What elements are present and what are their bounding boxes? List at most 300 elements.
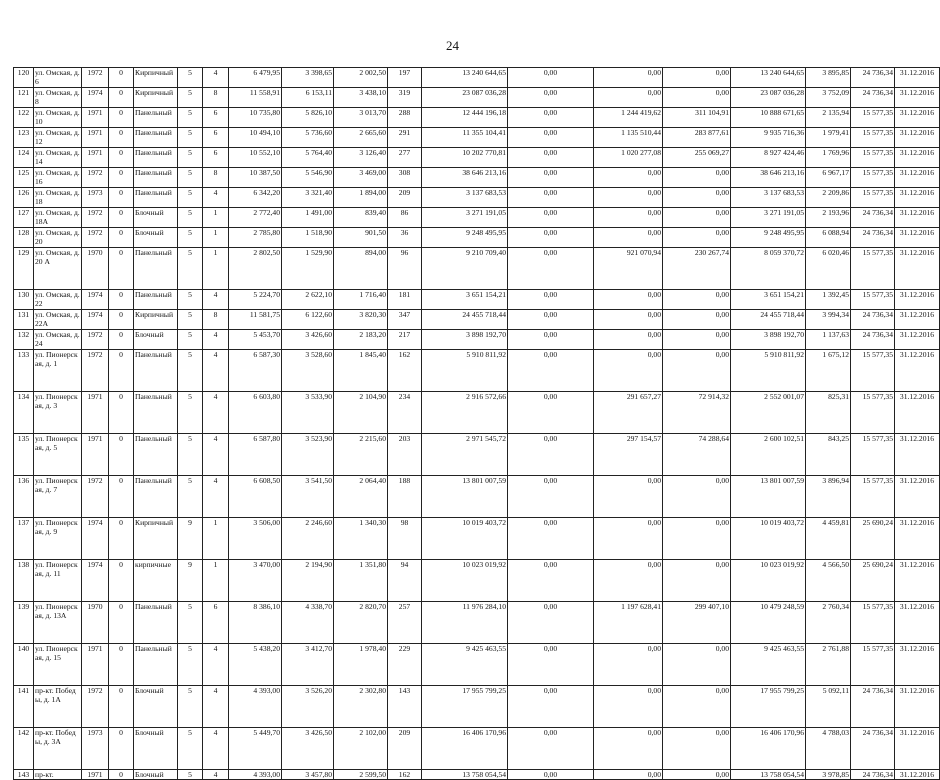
total-area-cell: 2 802,50 [229, 248, 282, 290]
deadline-date-cell: 31.12.2016 [895, 350, 940, 392]
cost-per-sqm-cell: 2 761,88 [806, 644, 851, 686]
floors-count-cell: 5 [178, 68, 203, 88]
total-area-cell: 10 494,10 [229, 128, 282, 148]
max-cost-per-sqm-cell: 25 690,24 [851, 518, 895, 560]
decommission-year-cell: 0 [109, 728, 134, 770]
local-budget-amount-cell: 0,00 [663, 770, 731, 780]
residential-area-cell: 3 526,20 [282, 686, 334, 728]
table-row [14, 108, 940, 128]
build-year-cell: 1972 [82, 686, 109, 728]
deadline-date-cell: 31.12.2016 [895, 434, 940, 476]
total-area-cell: 10 552,10 [229, 148, 282, 168]
cost-per-sqm-cell: 1 137,63 [806, 330, 851, 350]
address-cell: пр-кт. Победы, д. 3А [34, 728, 82, 770]
local-budget-amount-cell: 0,00 [663, 88, 731, 108]
floors-count-cell: 5 [178, 248, 203, 290]
deadline-date-cell: 31.12.2016 [895, 88, 940, 108]
regional-budget-amount-cell: 921 070,94 [594, 248, 663, 290]
entrances-count-cell: 4 [203, 188, 229, 208]
deadline-date-cell: 31.12.2016 [895, 168, 940, 188]
decommission-year-cell: 0 [109, 310, 134, 330]
max-cost-per-sqm-cell: 24 736,34 [851, 330, 895, 350]
owners-funds-amount-cell: 10 023 019,92 [731, 560, 806, 602]
row-number-cell: 141 [14, 686, 34, 728]
wall-material-cell: Панельный [134, 350, 178, 392]
deadline-date-cell: 31.12.2016 [895, 518, 940, 560]
address-cell: ул. Омская, д. 6 [35, 68, 80, 86]
total-cost-cell: 2 916 572,66 [422, 392, 508, 434]
fund-support-amount-cell: 0,00 [508, 330, 594, 350]
owners-funds-amount-cell: 8 927 424,46 [731, 148, 806, 168]
address-cell: ул. Пионерская, д. 3 [34, 392, 82, 434]
residents-count-cell: 291 [388, 128, 422, 148]
residential-area-cell: 3 412,70 [282, 644, 334, 686]
entrances-count-cell: 4 [203, 350, 229, 392]
floors-count-cell: 5 [178, 188, 203, 208]
table-row [14, 208, 940, 228]
total-area-cell: 5 453,70 [229, 330, 282, 350]
cost-per-sqm-cell: 2 135,94 [806, 108, 851, 128]
max-cost-per-sqm-cell: 24 736,34 [851, 686, 895, 728]
total-area-cell: 5 438,20 [229, 644, 282, 686]
decommission-year-cell: 0 [109, 350, 134, 392]
build-year-cell: 1971 [82, 128, 109, 148]
cost-per-sqm-cell: 6 020,46 [806, 248, 851, 290]
build-year-cell: 1971 [82, 770, 109, 780]
fund-support-amount-cell: 0,00 [508, 168, 594, 188]
table-row [14, 248, 940, 290]
entrances-count-cell: 4 [203, 392, 229, 434]
local-budget-amount-cell: 0,00 [663, 728, 731, 770]
regional-budget-amount-cell: 0,00 [594, 770, 663, 780]
table-row [14, 148, 940, 168]
row-number-cell: 140 [14, 644, 34, 686]
build-year-cell: 1971 [82, 392, 109, 434]
total-area-cell: 11 581,75 [229, 310, 282, 330]
municipal-area-cell: 3 438,10 [334, 88, 388, 108]
decommission-year-cell: 0 [109, 476, 134, 518]
residential-area-cell: 2 246,60 [282, 518, 334, 560]
regional-budget-amount-cell: 291 657,27 [594, 392, 663, 434]
cost-per-sqm-cell: 1 979,41 [806, 128, 851, 148]
floors-count-cell: 5 [178, 290, 203, 310]
cost-per-sqm-cell: 1 769,96 [806, 148, 851, 168]
owners-funds-amount-cell: 38 646 213,16 [731, 168, 806, 188]
table-row [14, 168, 940, 188]
cost-per-sqm-cell: 5 092,11 [806, 686, 851, 728]
fund-support-amount-cell: 0,00 [508, 248, 594, 290]
decommission-year-cell: 0 [109, 518, 134, 560]
table-row [14, 602, 940, 644]
row-number-cell: 125 [14, 168, 34, 188]
municipal-area-cell: 2 064,40 [334, 476, 388, 518]
fund-support-amount-cell: 0,00 [508, 350, 594, 392]
build-year-cell: 1972 [82, 228, 109, 248]
decommission-year-cell: 0 [109, 290, 134, 310]
total-cost-cell: 17 955 799,25 [422, 686, 508, 728]
total-cost-cell: 13 801 007,59 [422, 476, 508, 518]
deadline-date-cell: 31.12.2016 [895, 310, 940, 330]
municipal-area-cell: 901,50 [334, 228, 388, 248]
entrances-count-cell: 4 [203, 434, 229, 476]
fund-support-amount-cell: 0,00 [508, 770, 594, 780]
row-number-cell: 135 [14, 434, 34, 476]
floors-count-cell: 5 [178, 310, 203, 330]
fund-support-amount-cell: 0,00 [508, 128, 594, 148]
decommission-year-cell: 0 [109, 560, 134, 602]
residential-area-cell: 4 338,70 [282, 602, 334, 644]
table-row [14, 518, 940, 560]
regional-budget-amount-cell: 0,00 [594, 518, 663, 560]
fund-support-amount-cell: 0,00 [508, 392, 594, 434]
row-number-cell: 132 [14, 330, 34, 350]
wall-material-cell: Кирпичный [134, 68, 178, 88]
regional-budget-amount-cell: 1 135 510,44 [594, 128, 663, 148]
municipal-area-cell: 1 845,40 [334, 350, 388, 392]
residential-area-cell: 6 153,11 [282, 88, 334, 108]
regional-budget-amount-cell: 297 154,57 [594, 434, 663, 476]
row-number-cell: 129 [14, 248, 34, 290]
local-budget-amount-cell: 0,00 [663, 330, 731, 350]
floors-count-cell: 5 [178, 148, 203, 168]
entrances-count-cell: 1 [203, 248, 229, 290]
total-cost-cell: 11 976 284,10 [422, 602, 508, 644]
owners-funds-amount-cell: 24 455 718,44 [731, 310, 806, 330]
wall-material-cell: Кирпичный [134, 310, 178, 330]
deadline-date-cell: 31.12.2016 [895, 476, 940, 518]
deadline-date-cell: 31.12.2016 [895, 188, 940, 208]
regional-budget-amount-cell: 0,00 [594, 290, 663, 310]
entrances-count-cell: 6 [203, 148, 229, 168]
floors-count-cell: 9 [178, 518, 203, 560]
residential-area-cell: 5 764,40 [282, 148, 334, 168]
total-cost-cell: 13 758 054,54 [422, 770, 508, 780]
total-cost-cell: 9 425 463,55 [422, 644, 508, 686]
address-cell: ул. Омская, д. 10 [35, 108, 80, 126]
residents-count-cell: 209 [388, 728, 422, 770]
table-row [14, 476, 940, 518]
build-year-cell: 1974 [82, 518, 109, 560]
municipal-area-cell: 894,00 [334, 248, 388, 290]
residents-count-cell: 143 [388, 686, 422, 728]
entrances-count-cell: 8 [203, 168, 229, 188]
cost-per-sqm-cell: 2 760,34 [806, 602, 851, 644]
owners-funds-amount-cell: 13 758 054,54 [731, 770, 806, 780]
residents-count-cell: 96 [388, 248, 422, 290]
owners-funds-amount-cell: 10 888 671,65 [731, 108, 806, 128]
residential-area-cell: 5 736,60 [282, 128, 334, 148]
housing-register-table [13, 67, 940, 780]
wall-material-cell: Блочный [134, 770, 178, 780]
wall-material-cell: Панельный [134, 108, 178, 128]
wall-material-cell: Панельный [134, 392, 178, 434]
wall-material-cell: Панельный [134, 168, 178, 188]
table-row [14, 128, 940, 148]
regional-budget-amount-cell: 0,00 [594, 686, 663, 728]
residents-count-cell: 209 [388, 188, 422, 208]
regional-budget-amount-cell: 0,00 [594, 168, 663, 188]
total-area-cell: 6 603,80 [229, 392, 282, 434]
local-budget-amount-cell: 0,00 [663, 560, 731, 602]
regional-budget-amount-cell: 0,00 [594, 68, 663, 88]
deadline-date-cell: 31.12.2016 [895, 602, 940, 644]
total-cost-cell: 3 137 683,53 [422, 188, 508, 208]
entrances-count-cell: 6 [203, 128, 229, 148]
floors-count-cell: 5 [178, 350, 203, 392]
residential-area-cell: 2 622,10 [282, 290, 334, 310]
wall-material-cell: Панельный [134, 602, 178, 644]
address-cell: ул. Омская, д. 18 [35, 188, 80, 206]
floors-count-cell: 5 [178, 168, 203, 188]
total-cost-cell: 13 240 644,65 [422, 68, 508, 88]
total-cost-cell: 3 271 191,05 [422, 208, 508, 228]
table-row [14, 330, 940, 350]
owners-funds-amount-cell: 3 651 154,21 [731, 290, 806, 310]
local-budget-amount-cell: 0,00 [663, 208, 731, 228]
municipal-area-cell: 2 820,70 [334, 602, 388, 644]
table-row [14, 686, 940, 728]
local-budget-amount-cell: 283 877,61 [663, 128, 731, 148]
local-budget-amount-cell: 0,00 [663, 644, 731, 686]
owners-funds-amount-cell: 17 955 799,25 [731, 686, 806, 728]
wall-material-cell: Блочный [134, 330, 178, 350]
owners-funds-amount-cell: 2 552 001,07 [731, 392, 806, 434]
floors-count-cell: 5 [178, 728, 203, 770]
row-number-cell: 138 [14, 560, 34, 602]
address-cell: ул. Пионерская, д. 5 [34, 434, 82, 476]
regional-budget-amount-cell: 0,00 [594, 228, 663, 248]
table-row [14, 310, 940, 330]
max-cost-per-sqm-cell: 15 577,35 [851, 290, 895, 310]
municipal-area-cell: 3 469,00 [334, 168, 388, 188]
wall-material-cell: Блочный [134, 208, 178, 228]
total-area-cell: 6 342,20 [229, 188, 282, 208]
fund-support-amount-cell: 0,00 [508, 686, 594, 728]
cost-per-sqm-cell: 6 967,17 [806, 168, 851, 188]
table-row [14, 728, 940, 770]
row-number-cell: 126 [14, 188, 34, 208]
residents-count-cell: 234 [388, 392, 422, 434]
deadline-date-cell: 31.12.2016 [895, 290, 940, 310]
residents-count-cell: 217 [388, 330, 422, 350]
total-area-cell: 6 587,80 [229, 434, 282, 476]
max-cost-per-sqm-cell: 15 577,35 [851, 148, 895, 168]
max-cost-per-sqm-cell: 15 577,35 [851, 392, 895, 434]
page-number: 24 [446, 38, 459, 53]
decommission-year-cell: 0 [109, 208, 134, 228]
regional-budget-amount-cell: 0,00 [594, 188, 663, 208]
decommission-year-cell: 0 [109, 248, 134, 290]
fund-support-amount-cell: 0,00 [508, 88, 594, 108]
build-year-cell: 1974 [82, 88, 109, 108]
owners-funds-amount-cell: 16 406 170,96 [731, 728, 806, 770]
decommission-year-cell: 0 [109, 68, 134, 88]
cost-per-sqm-cell: 3 895,85 [806, 68, 851, 88]
row-number-cell: 131 [14, 310, 34, 330]
max-cost-per-sqm-cell: 24 736,34 [851, 68, 895, 88]
total-area-cell: 11 558,91 [229, 88, 282, 108]
owners-funds-amount-cell: 23 087 036,28 [731, 88, 806, 108]
wall-material-cell: Панельный [134, 476, 178, 518]
deadline-date-cell: 31.12.2016 [895, 644, 940, 686]
max-cost-per-sqm-cell: 15 577,35 [851, 188, 895, 208]
entrances-count-cell: 1 [203, 228, 229, 248]
address-cell: ул. Омская, д. 8 [35, 88, 80, 106]
fund-support-amount-cell: 0,00 [508, 560, 594, 602]
row-number-cell: 136 [14, 476, 34, 518]
decommission-year-cell: 0 [109, 686, 134, 728]
address-cell: ул. Омская, д. 12 [35, 128, 80, 146]
address-cell: ул. Омская, д. 24 [35, 330, 80, 348]
max-cost-per-sqm-cell: 15 577,35 [851, 434, 895, 476]
local-budget-amount-cell: 74 288,64 [663, 434, 731, 476]
residential-area-cell: 3 398,65 [282, 68, 334, 88]
total-area-cell: 5 449,70 [229, 728, 282, 770]
total-cost-cell: 10 023 019,92 [422, 560, 508, 602]
decommission-year-cell: 0 [109, 770, 134, 780]
residents-count-cell: 288 [388, 108, 422, 128]
total-area-cell: 10 387,50 [229, 168, 282, 188]
build-year-cell: 1972 [82, 350, 109, 392]
owners-funds-amount-cell: 9 248 495,95 [731, 228, 806, 248]
fund-support-amount-cell: 0,00 [508, 644, 594, 686]
max-cost-per-sqm-cell: 15 577,35 [851, 476, 895, 518]
residents-count-cell: 197 [388, 68, 422, 88]
total-area-cell: 4 393,00 [229, 686, 282, 728]
entrances-count-cell: 8 [203, 88, 229, 108]
address-cell: пр-кт. [34, 770, 82, 780]
municipal-area-cell: 2 599,50 [334, 770, 388, 780]
cost-per-sqm-cell: 1 392,45 [806, 290, 851, 310]
residents-count-cell: 36 [388, 228, 422, 248]
residential-area-cell: 1 529,90 [282, 248, 334, 290]
entrances-count-cell: 4 [203, 686, 229, 728]
regional-budget-amount-cell: 0,00 [594, 728, 663, 770]
cost-per-sqm-cell: 3 896,94 [806, 476, 851, 518]
floors-count-cell: 5 [178, 392, 203, 434]
total-cost-cell: 38 646 213,16 [422, 168, 508, 188]
max-cost-per-sqm-cell: 24 736,34 [851, 228, 895, 248]
municipal-area-cell: 2 302,80 [334, 686, 388, 728]
total-area-cell: 3 470,00 [229, 560, 282, 602]
max-cost-per-sqm-cell: 15 577,35 [851, 168, 895, 188]
municipal-area-cell: 1 351,80 [334, 560, 388, 602]
residents-count-cell: 229 [388, 644, 422, 686]
total-area-cell: 2 785,80 [229, 228, 282, 248]
max-cost-per-sqm-cell: 24 736,34 [851, 208, 895, 228]
build-year-cell: 1974 [82, 290, 109, 310]
deadline-date-cell: 31.12.2016 [895, 108, 940, 128]
max-cost-per-sqm-cell: 15 577,35 [851, 128, 895, 148]
total-area-cell: 6 587,30 [229, 350, 282, 392]
owners-funds-amount-cell: 8 059 370,72 [731, 248, 806, 290]
wall-material-cell: Панельный [134, 290, 178, 310]
owners-funds-amount-cell: 10 479 248,59 [731, 602, 806, 644]
owners-funds-amount-cell: 13 801 007,59 [731, 476, 806, 518]
fund-support-amount-cell: 0,00 [508, 208, 594, 228]
table-row [14, 560, 940, 602]
residential-area-cell: 3 426,60 [282, 330, 334, 350]
regional-budget-amount-cell: 0,00 [594, 350, 663, 392]
residential-area-cell: 1 518,90 [282, 228, 334, 248]
total-cost-cell: 24 455 718,44 [422, 310, 508, 330]
deadline-date-cell: 31.12.2016 [895, 560, 940, 602]
table-row [14, 644, 940, 686]
residents-count-cell: 94 [388, 560, 422, 602]
owners-funds-amount-cell: 3 898 192,70 [731, 330, 806, 350]
deadline-date-cell: 31.12.2016 [895, 728, 940, 770]
deadline-date-cell: 31.12.2016 [895, 148, 940, 168]
row-number-cell: 143 [14, 770, 34, 780]
residents-count-cell: 277 [388, 148, 422, 168]
cost-per-sqm-cell: 843,25 [806, 434, 851, 476]
fund-support-amount-cell: 0,00 [508, 518, 594, 560]
floors-count-cell: 5 [178, 128, 203, 148]
municipal-area-cell: 1 716,40 [334, 290, 388, 310]
build-year-cell: 1971 [82, 644, 109, 686]
total-cost-cell: 23 087 036,28 [422, 88, 508, 108]
entrances-count-cell: 4 [203, 770, 229, 780]
build-year-cell: 1970 [82, 248, 109, 290]
address-cell: ул. Пионерская, д. 9 [34, 518, 82, 560]
entrances-count-cell: 4 [203, 728, 229, 770]
local-budget-amount-cell: 0,00 [663, 290, 731, 310]
wall-material-cell: Панельный [134, 188, 178, 208]
local-budget-amount-cell: 0,00 [663, 310, 731, 330]
table-row [14, 88, 940, 108]
total-cost-cell: 10 202 770,81 [422, 148, 508, 168]
municipal-area-cell: 2 183,20 [334, 330, 388, 350]
residential-area-cell: 1 491,00 [282, 208, 334, 228]
municipal-area-cell: 1 340,30 [334, 518, 388, 560]
row-number-cell: 124 [14, 148, 34, 168]
regional-budget-amount-cell: 1 020 277,08 [594, 148, 663, 168]
municipal-area-cell: 2 104,90 [334, 392, 388, 434]
address-cell: ул. Омская, д. 22 [35, 290, 80, 308]
total-cost-cell: 5 910 811,92 [422, 350, 508, 392]
residents-count-cell: 308 [388, 168, 422, 188]
address-cell: ул. Пионерская, д. 11 [34, 560, 82, 602]
cost-per-sqm-cell: 3 978,85 [806, 770, 851, 780]
decommission-year-cell: 0 [109, 148, 134, 168]
floors-count-cell: 5 [178, 208, 203, 228]
total-area-cell: 3 506,00 [229, 518, 282, 560]
build-year-cell: 1970 [82, 602, 109, 644]
build-year-cell: 1974 [82, 310, 109, 330]
address-cell: ул. Омская, д. 20 [35, 228, 80, 246]
entrances-count-cell: 1 [203, 560, 229, 602]
local-budget-amount-cell: 0,00 [663, 686, 731, 728]
total-cost-cell: 10 019 403,72 [422, 518, 508, 560]
regional-budget-amount-cell: 1 197 628,41 [594, 602, 663, 644]
build-year-cell: 1972 [82, 168, 109, 188]
build-year-cell: 1972 [82, 476, 109, 518]
floors-count-cell: 5 [178, 88, 203, 108]
build-year-cell: 1972 [82, 208, 109, 228]
cost-per-sqm-cell: 825,31 [806, 392, 851, 434]
total-cost-cell: 3 898 192,70 [422, 330, 508, 350]
floors-count-cell: 5 [178, 602, 203, 644]
total-area-cell: 10 735,80 [229, 108, 282, 128]
build-year-cell: 1973 [82, 728, 109, 770]
regional-budget-amount-cell: 0,00 [594, 330, 663, 350]
residents-count-cell: 203 [388, 434, 422, 476]
wall-material-cell: Панельный [134, 128, 178, 148]
residents-count-cell: 188 [388, 476, 422, 518]
decommission-year-cell: 0 [109, 330, 134, 350]
residential-area-cell: 3 541,50 [282, 476, 334, 518]
address-cell: ул. Омская, д. 14 [35, 148, 80, 166]
